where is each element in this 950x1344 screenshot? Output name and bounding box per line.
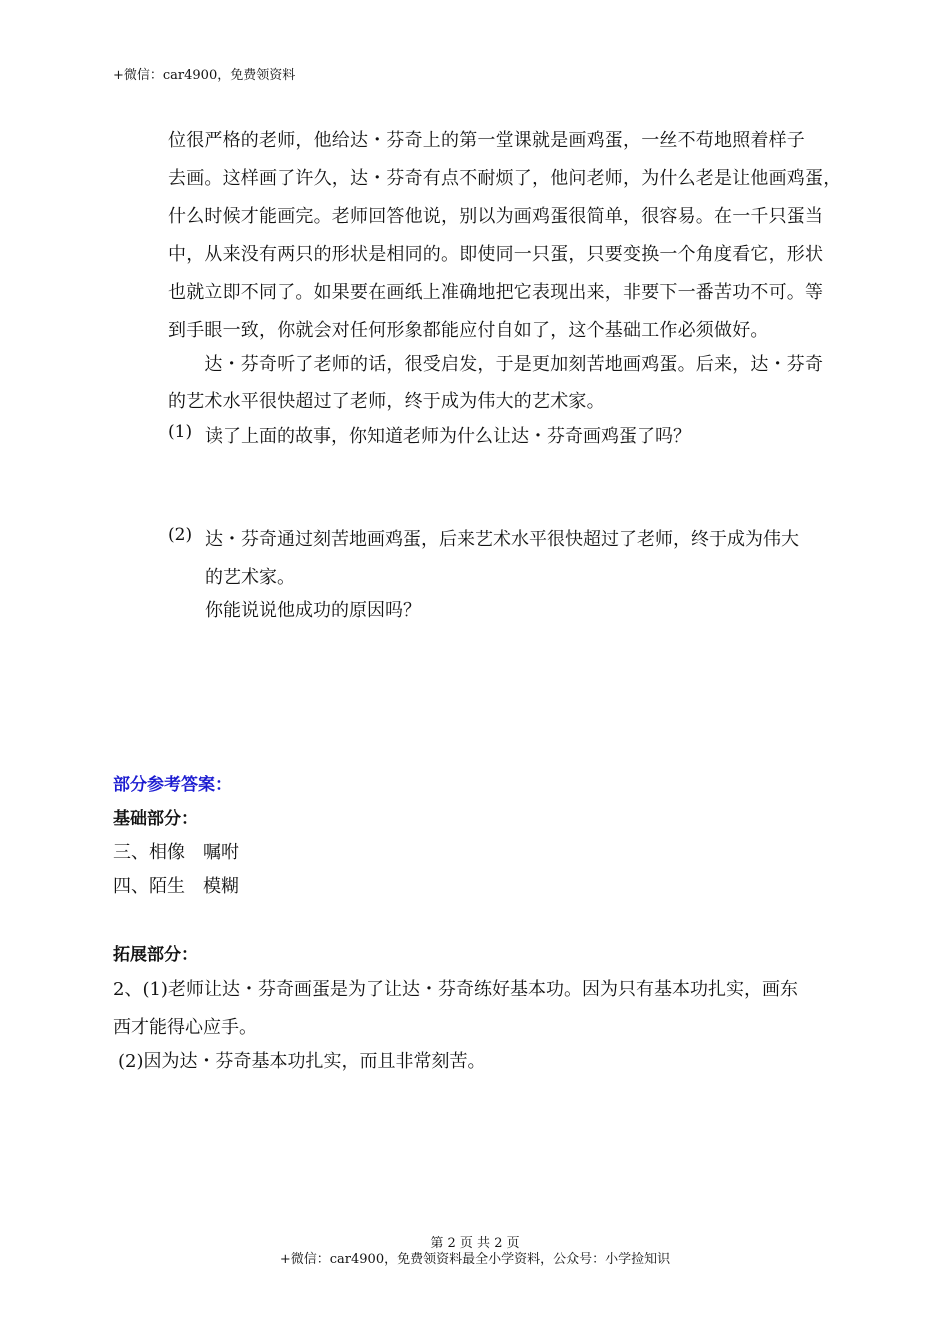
header-note: +微信：car4900，免费领资料 xyxy=(113,68,296,83)
story-line: 什么时候才能画完。老师回答他说，别以为画鸡蛋很简单，很容易。在一千只蛋当 xyxy=(168,206,824,227)
question-text: 读了上面的故事，你知道老师为什么让达・芬奇画鸡蛋了吗？ xyxy=(205,426,691,447)
story-line: 也就立即不同了。如果要在画纸上准确地把它表现出来，非要下一番苦功不可。等 xyxy=(168,282,824,303)
question-number: (1) xyxy=(168,422,193,442)
answer-line: (2)因为达・芬奇基本功扎实，而且非常刻苦。 xyxy=(118,1051,486,1072)
answer-line: 四、陌生 模糊 xyxy=(113,876,239,897)
basic-section-title: 基础部分： xyxy=(113,809,198,829)
answer-line: 西才能得心应手。 xyxy=(113,1017,257,1038)
footer-note: +微信：car4900，免费领资料最全小学资料，公众号：小学捡知识 xyxy=(279,1252,671,1267)
story-line: 的艺术水平很快超过了老师，终于成为伟大的艺术家。 xyxy=(168,391,605,412)
answers-title: 部分参考答案： xyxy=(113,775,232,795)
question-text: 你能说说他成功的原因吗？ xyxy=(205,600,421,621)
page-number: 第 2 页 共 2 页 xyxy=(430,1236,520,1251)
answer-line: 2、(1)老师让达・芬奇画蛋是为了让达・芬奇练好基本功。因为只有基本功扎实，画东 xyxy=(113,979,798,1000)
story-line: 达・芬奇听了老师的话，很受启发，于是更加刻苦地画鸡蛋。后来，达・芬奇 xyxy=(168,354,824,375)
story-line: 中，从来没有两只的形状是相同的。即使同一只蛋，只要变换一个角度看它，形状 xyxy=(168,244,824,265)
story-line: 到手眼一致，你就会对任何形象都能应付自如了，这个基础工作必须做好。 xyxy=(168,320,769,341)
extension-section-title: 拓展部分： xyxy=(113,945,198,965)
answer-line: 三、相像 嘱咐 xyxy=(113,842,239,863)
question-text: 的艺术家。 xyxy=(205,567,295,588)
question-number: (2) xyxy=(168,525,193,545)
story-line: 去画。这样画了许久，达・芬奇有点不耐烦了，他问老师，为什么老是让他画鸡蛋， xyxy=(168,168,842,189)
story-line: 位很严格的老师，他给达・芬奇上的第一堂课就是画鸡蛋，一丝不苟地照着样子 xyxy=(168,130,805,151)
question-text: 达・芬奇通过刻苦地画鸡蛋，后来艺术水平很快超过了老师，终于成为伟大 xyxy=(205,529,799,550)
